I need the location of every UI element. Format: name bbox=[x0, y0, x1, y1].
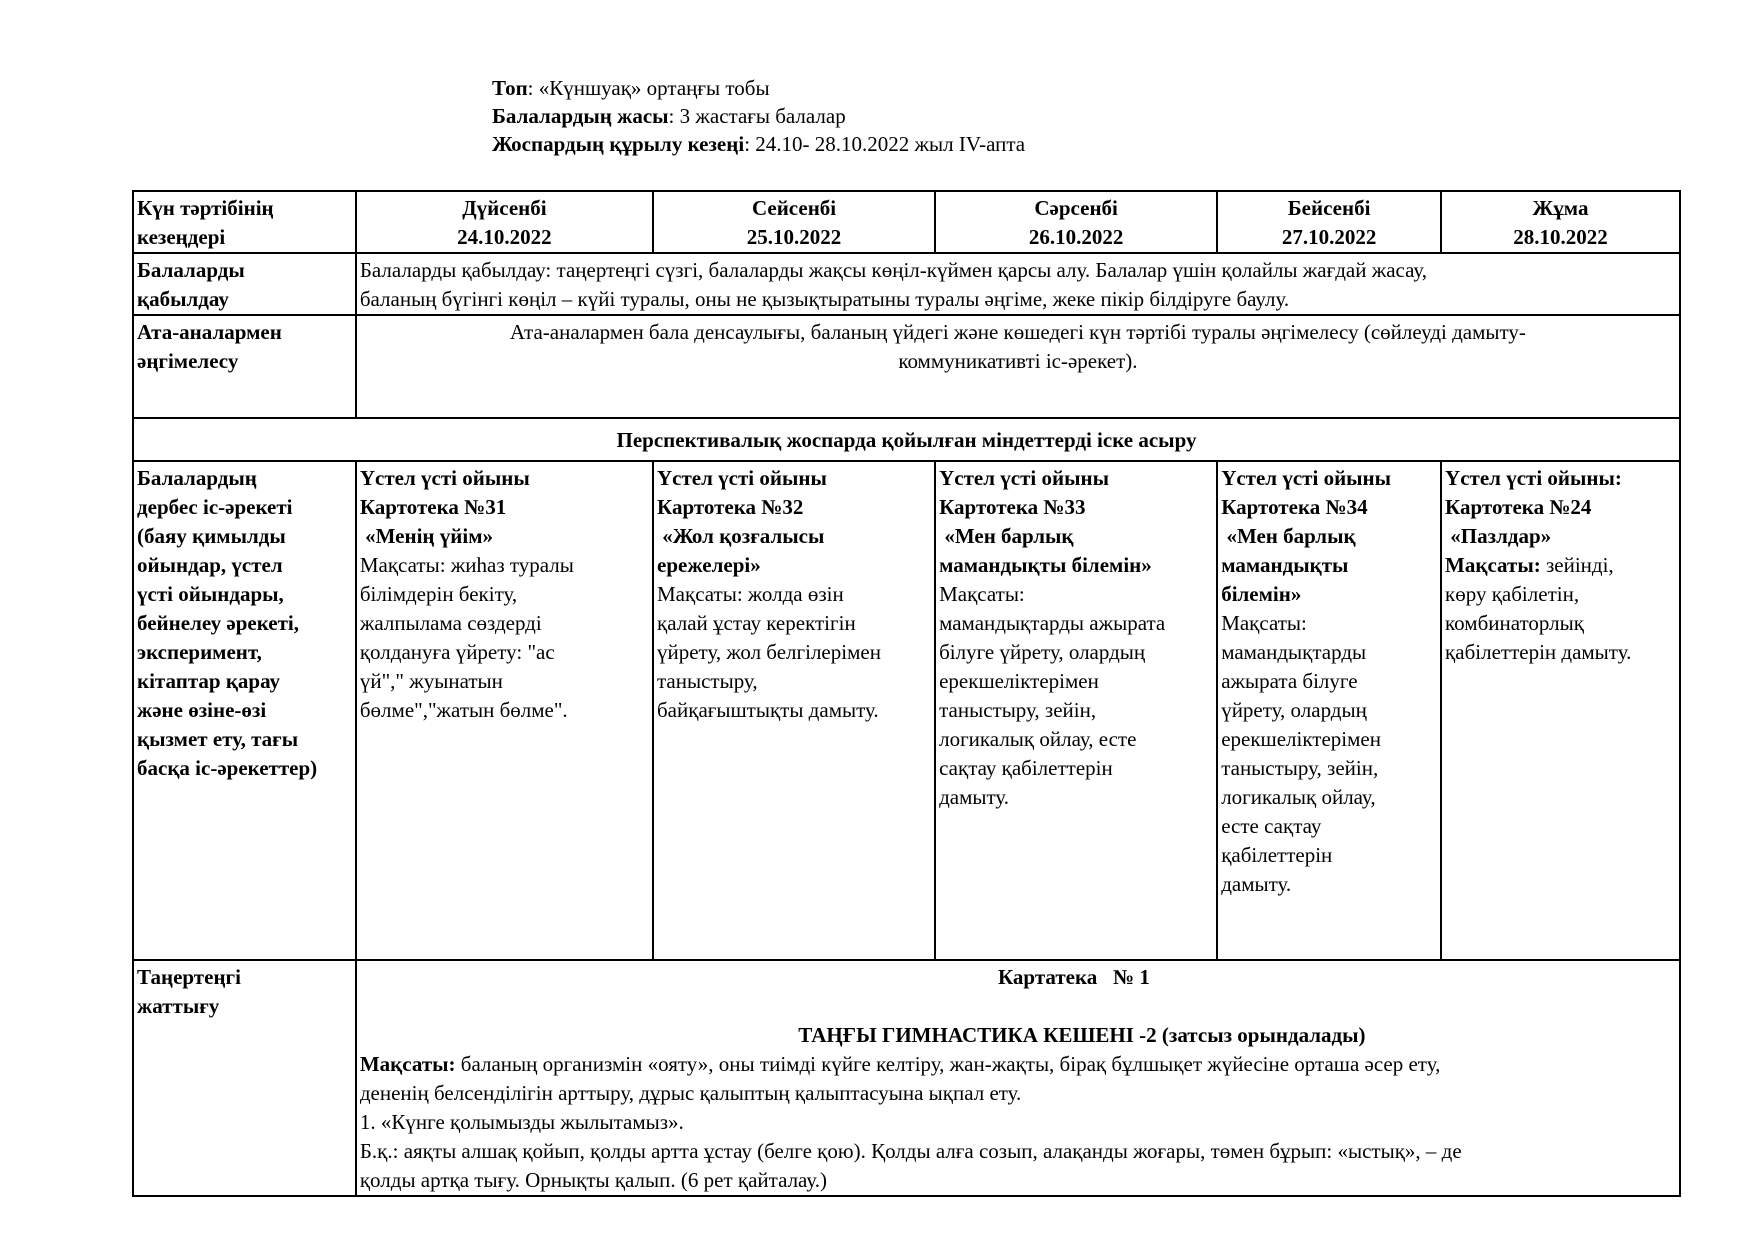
section-title-row bbox=[133, 418, 1680, 461]
parents-label: Ата-аналармен әңгімелесу bbox=[133, 315, 356, 418]
day-header-friday: Жұма 28.10.2022 bbox=[1441, 191, 1680, 253]
day-header-wednesday: Сәрсенбі 26.10.2022 bbox=[935, 191, 1217, 253]
day-header-thursday: Бейсенбі 27.10.2022 bbox=[1217, 191, 1441, 253]
reception-row bbox=[133, 253, 1680, 315]
independent-activity-label: Балалардың дербес іс-әрекеті (баяу қимылды ойындар, үстел үсті ойындары, бейнелеу әрекеті, эксперимент, кітаптар қарау және өзіне-өзі қызмет ету, тағы басқа іс-әрекеттер) bbox=[133, 461, 356, 960]
day-header-tuesday: Сейсенбі 25.10.2022 bbox=[653, 191, 935, 253]
morning-exercise-content: Картатека № 1 ТАҢҒЫ ГИМНАСТИКА КЕШЕНІ -2 (затсыз орындалады) Мақсаты: баланың организмін «ояту», оны тиімді күйге келтіру, жан-жақты, бірақ бұлшықет жүйесіне орташа әсер ету, дененің белсенділігін арттыру, дұрыс қалыптың қалыптасуына ықпал ету. 1. «Күнге қолымызды жылытамыз». Б.қ.: аяқты алшақ қойып, қолды артта ұстау (белге қою). Қолды алға созып, алақанды жоғары, төмен бұрып: «ыстық», – де қолды артқа тығу. Орнықты қалып. (6 рет қайталау.) bbox=[356, 960, 1680, 1196]
group-line: Топ: «Күншуақ» ортаңғы тобы bbox=[492, 76, 770, 100]
document-header bbox=[492, 74, 1025, 158]
parents-row bbox=[133, 315, 1680, 418]
day-header-monday: Дүйсенбі 24.10.2022 bbox=[356, 191, 653, 253]
section-title: Перспективалық жоспарда қойылған міндеттерді іске асыру bbox=[133, 418, 1680, 461]
reception-label: Балаларды қабылдау bbox=[133, 253, 356, 315]
morning-exercise-row bbox=[133, 960, 1680, 1196]
activity-cell-tuesday: Үстел үсті ойыны Картотека №32 «Жол қозғалысы ережелері» Мақсаты: жолда өзін қалай ұстау керектігін үйрету, жол белгілерімен таныстыру, байқағыштықты дамыту. bbox=[653, 461, 935, 960]
activity-cell-friday: Үстел үсті ойыны: Картотека №24 «Пазлдар» Мақсаты: зейінді, көру қабілетін, комбинаторлық қабілеттерін дамыту. bbox=[1441, 461, 1680, 960]
period-line: Жоспардың құрылу кезеңі: 24.10- 28.10.2022 жыл IV-апта bbox=[492, 132, 1026, 156]
weekly-plan-table bbox=[132, 190, 1681, 1197]
activity-cell-wednesday: Үстел үсті ойыны Картотека №33 «Мен барлық мамандықты білемін» Мақсаты: мамандықтарды ажырата білуге үйрету, олардың ерекшеліктерімен таныстыру, зейін, логикалық ойлау, есте сақтау қабілеттерін дамыту. bbox=[935, 461, 1217, 960]
independent-activity-row bbox=[133, 461, 1680, 960]
regime-stages-header: Күн тәртібінің кезеңдері bbox=[133, 191, 356, 253]
table-header-row bbox=[133, 191, 1680, 253]
activity-cell-thursday: Үстел үсті ойыны Картотека №34 «Мен барлық мамандықты білемін» Мақсаты: мамандықтарды ажырата білуге үйрету, олардың ерекшеліктерімен таныстыру, зейін, логикалық ойлау, есте сақтау қабілеттерін дамыту. bbox=[1217, 461, 1441, 960]
parents-text: Ата-аналармен бала денсаулығы, баланың үйдегі және көшедегі күн тәртібі туралы әңгімелесу (сөйлеуді дамыту- коммуникативті іс-әрекет). bbox=[356, 315, 1680, 418]
age-line: Балалардың жасы: 3 жастағы балалар bbox=[492, 104, 846, 128]
activity-cell-monday: Үстел үсті ойыны Картотека №31 «Менің үйім» Мақсаты: жиһаз туралы білімдерін бекіту, жалпылама сөздерді қолдануға үйрету: "ас үй"," жуынатын бөлме","жатын бөлме". bbox=[356, 461, 653, 960]
morning-exercise-label: Таңертеңгі жаттығу bbox=[133, 960, 356, 1196]
reception-text: Балаларды қабылдау: таңертеңгі сүзгі, балаларды жақсы көңіл-күймен қарсы алу. Балалар үшін қолайлы жағдай жасау, баланың бүгінгі көңіл – күйі туралы, оны не қызықтыратыны туралы әңгіме, жеке пікір білдіруге баулу. bbox=[356, 253, 1680, 315]
